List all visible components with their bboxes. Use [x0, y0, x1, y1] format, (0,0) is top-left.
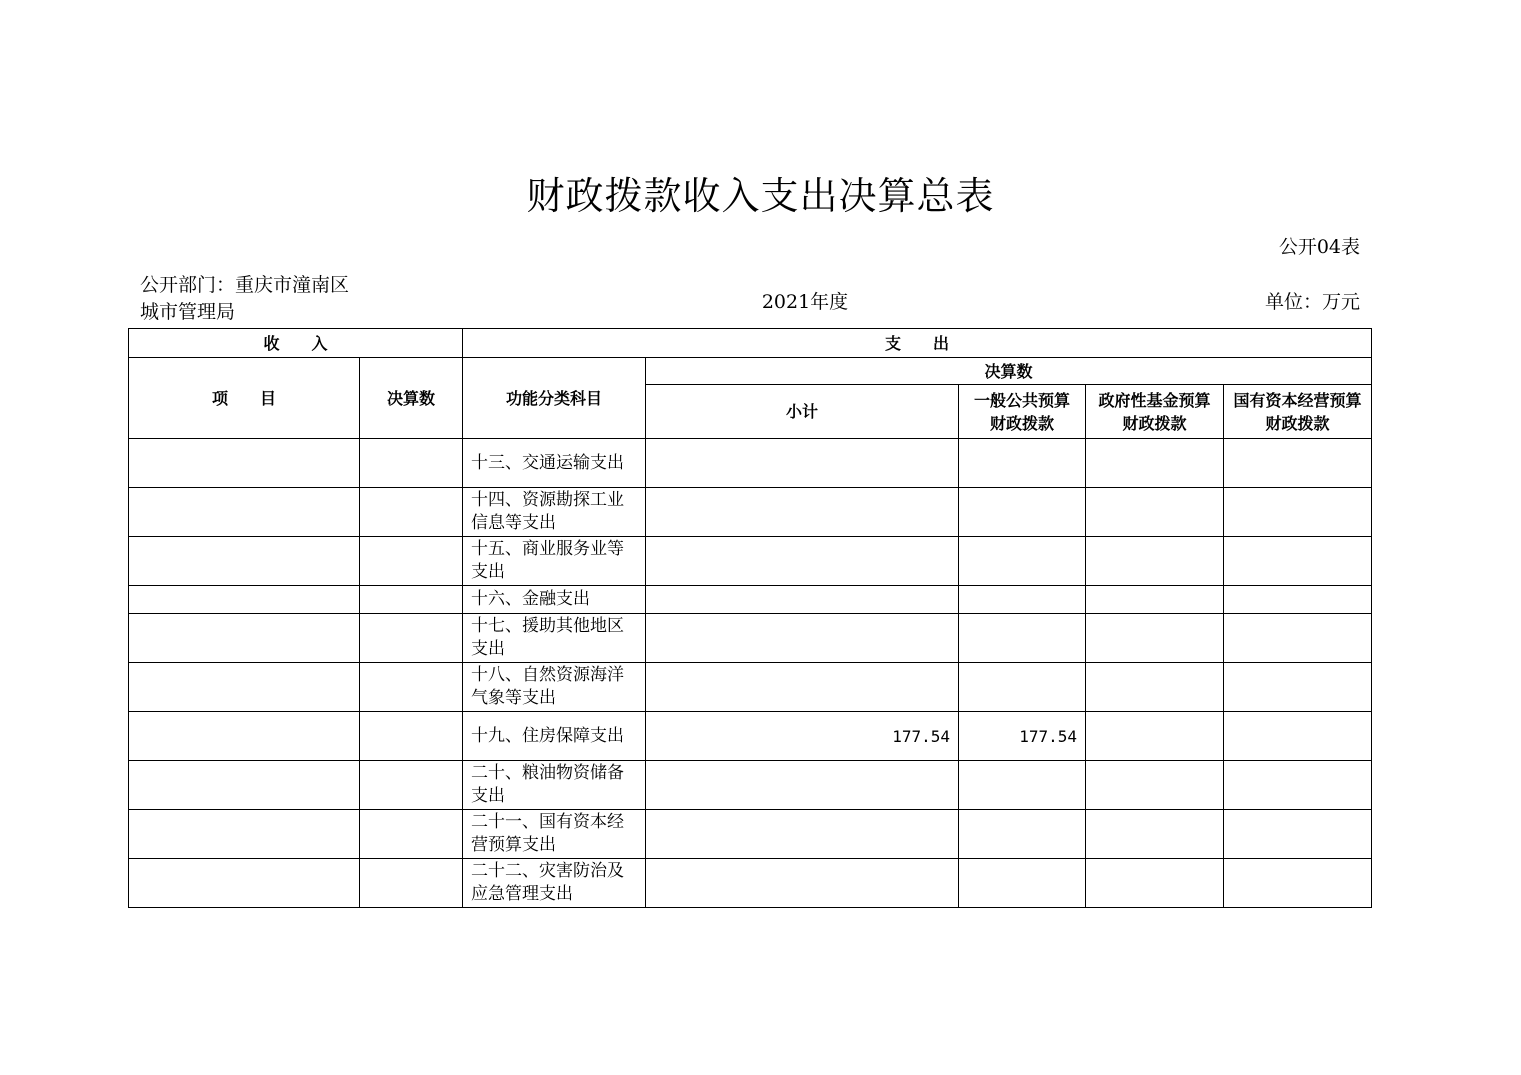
- table-row: [129, 810, 1372, 859]
- state-capital-budget-cell: [1224, 488, 1372, 537]
- table-row: [129, 586, 1372, 614]
- item-cell: [129, 663, 360, 712]
- function-category-header: 功能分类科目: [463, 358, 646, 439]
- table-row: [129, 488, 1372, 537]
- subtotal-header: 小计: [646, 385, 959, 439]
- table-row: [129, 537, 1372, 586]
- function-category-cell: 二十二、灾害防治及应急管理支出: [463, 859, 646, 908]
- budget-table: [128, 328, 1372, 908]
- general-budget-cell: [959, 439, 1086, 488]
- function-category-cell: 十六、金融支出: [463, 586, 646, 614]
- general-budget-cell: [959, 761, 1086, 810]
- income-amount-cell: [360, 488, 463, 537]
- subtotal-cell: [646, 663, 959, 712]
- item-cell: [129, 859, 360, 908]
- income-amount-cell: [360, 663, 463, 712]
- function-category-cell: 十四、资源勘探工业信息等支出: [463, 488, 646, 537]
- item-cell: [129, 810, 360, 859]
- function-category-cell: 十七、援助其他地区支出: [463, 614, 646, 663]
- income-amount-cell: [360, 537, 463, 586]
- general-budget-cell: [959, 810, 1086, 859]
- state-capital-budget-cell: [1224, 761, 1372, 810]
- income-header: 收 入: [129, 329, 463, 358]
- general-budget-cell: [959, 859, 1086, 908]
- department-label: 公开部门：重庆市潼南区城市管理局: [140, 274, 350, 323]
- income-amount-cell: [360, 761, 463, 810]
- subtotal-cell: [646, 761, 959, 810]
- table-row: [129, 614, 1372, 663]
- state-capital-budget-cell: [1224, 712, 1372, 761]
- gov-fund-budget-cell: [1086, 810, 1224, 859]
- subtotal-cell: [646, 439, 959, 488]
- item-cell: [129, 586, 360, 614]
- income-amount-cell: [360, 586, 463, 614]
- fiscal-year: 2021年度: [761, 291, 849, 313]
- gov-fund-budget-cell: [1086, 488, 1224, 537]
- state-capital-budget-cell: [1224, 614, 1372, 663]
- function-category-cell: 二十一、国有资本经营预算支出: [463, 810, 646, 859]
- subtotal-cell: [646, 810, 959, 859]
- item-cell: [129, 761, 360, 810]
- table-row: [129, 761, 1372, 810]
- item-cell: [129, 439, 360, 488]
- header-row-1: [129, 329, 1372, 358]
- function-category-cell: 十三、交通运输支出: [463, 439, 646, 488]
- state-capital-budget-cell: [1224, 859, 1372, 908]
- subtotal-cell: 177.54: [646, 712, 959, 761]
- gov-fund-budget-cell: [1086, 663, 1224, 712]
- form-number: 公开04表: [1278, 236, 1360, 258]
- subtotal-cell: [646, 537, 959, 586]
- gov-fund-budget-cell: [1086, 439, 1224, 488]
- income-amount-header: 决算数: [360, 358, 463, 439]
- state-capital-budget-header: 国有资本经营预算财政拨款: [1224, 385, 1372, 439]
- gov-fund-budget-cell: [1086, 614, 1224, 663]
- header-row-2: [129, 358, 1372, 385]
- subtotal-cell: [646, 488, 959, 537]
- state-capital-budget-cell: [1224, 537, 1372, 586]
- general-budget-header: 一般公共预算财政拨款: [959, 385, 1086, 439]
- item-cell: [129, 537, 360, 586]
- page-title: 财政拨款收入支出决算总表: [526, 174, 995, 218]
- gov-fund-budget-header: 政府性基金预算财政拨款: [1086, 385, 1224, 439]
- table-row: [129, 712, 1372, 761]
- general-budget-cell: 177.54: [959, 712, 1086, 761]
- function-category-cell: 十九、住房保障支出: [463, 712, 646, 761]
- table-row: [129, 663, 1372, 712]
- subtotal-cell: [646, 586, 959, 614]
- general-budget-cell: [959, 488, 1086, 537]
- state-capital-budget-cell: [1224, 439, 1372, 488]
- state-capital-budget-cell: [1224, 663, 1372, 712]
- function-category-cell: 二十、粮油物资储备支出: [463, 761, 646, 810]
- subtotal-cell: [646, 614, 959, 663]
- income-amount-cell: [360, 439, 463, 488]
- gov-fund-budget-cell: [1086, 586, 1224, 614]
- general-budget-cell: [959, 586, 1086, 614]
- table-row: [129, 439, 1372, 488]
- expense-amount-header: 决算数: [646, 358, 1372, 385]
- state-capital-budget-cell: [1224, 586, 1372, 614]
- table-row: [129, 859, 1372, 908]
- subtotal-cell: [646, 859, 959, 908]
- gov-fund-budget-cell: [1086, 859, 1224, 908]
- income-amount-cell: [360, 859, 463, 908]
- item-cell: [129, 488, 360, 537]
- general-budget-cell: [959, 663, 1086, 712]
- gov-fund-budget-cell: [1086, 712, 1224, 761]
- item-cell: [129, 712, 360, 761]
- unit-label: 单位：万元: [1264, 291, 1360, 313]
- function-category-cell: 十八、自然资源海洋气象等支出: [463, 663, 646, 712]
- general-budget-cell: [959, 537, 1086, 586]
- expense-header: 支 出: [463, 329, 1372, 358]
- item-cell: [129, 614, 360, 663]
- income-amount-cell: [360, 712, 463, 761]
- function-category-cell: 十五、商业服务业等支出: [463, 537, 646, 586]
- gov-fund-budget-cell: [1086, 537, 1224, 586]
- income-amount-cell: [360, 810, 463, 859]
- general-budget-cell: [959, 614, 1086, 663]
- item-header: 项 目: [129, 358, 360, 439]
- state-capital-budget-cell: [1224, 810, 1372, 859]
- gov-fund-budget-cell: [1086, 761, 1224, 810]
- income-amount-cell: [360, 614, 463, 663]
